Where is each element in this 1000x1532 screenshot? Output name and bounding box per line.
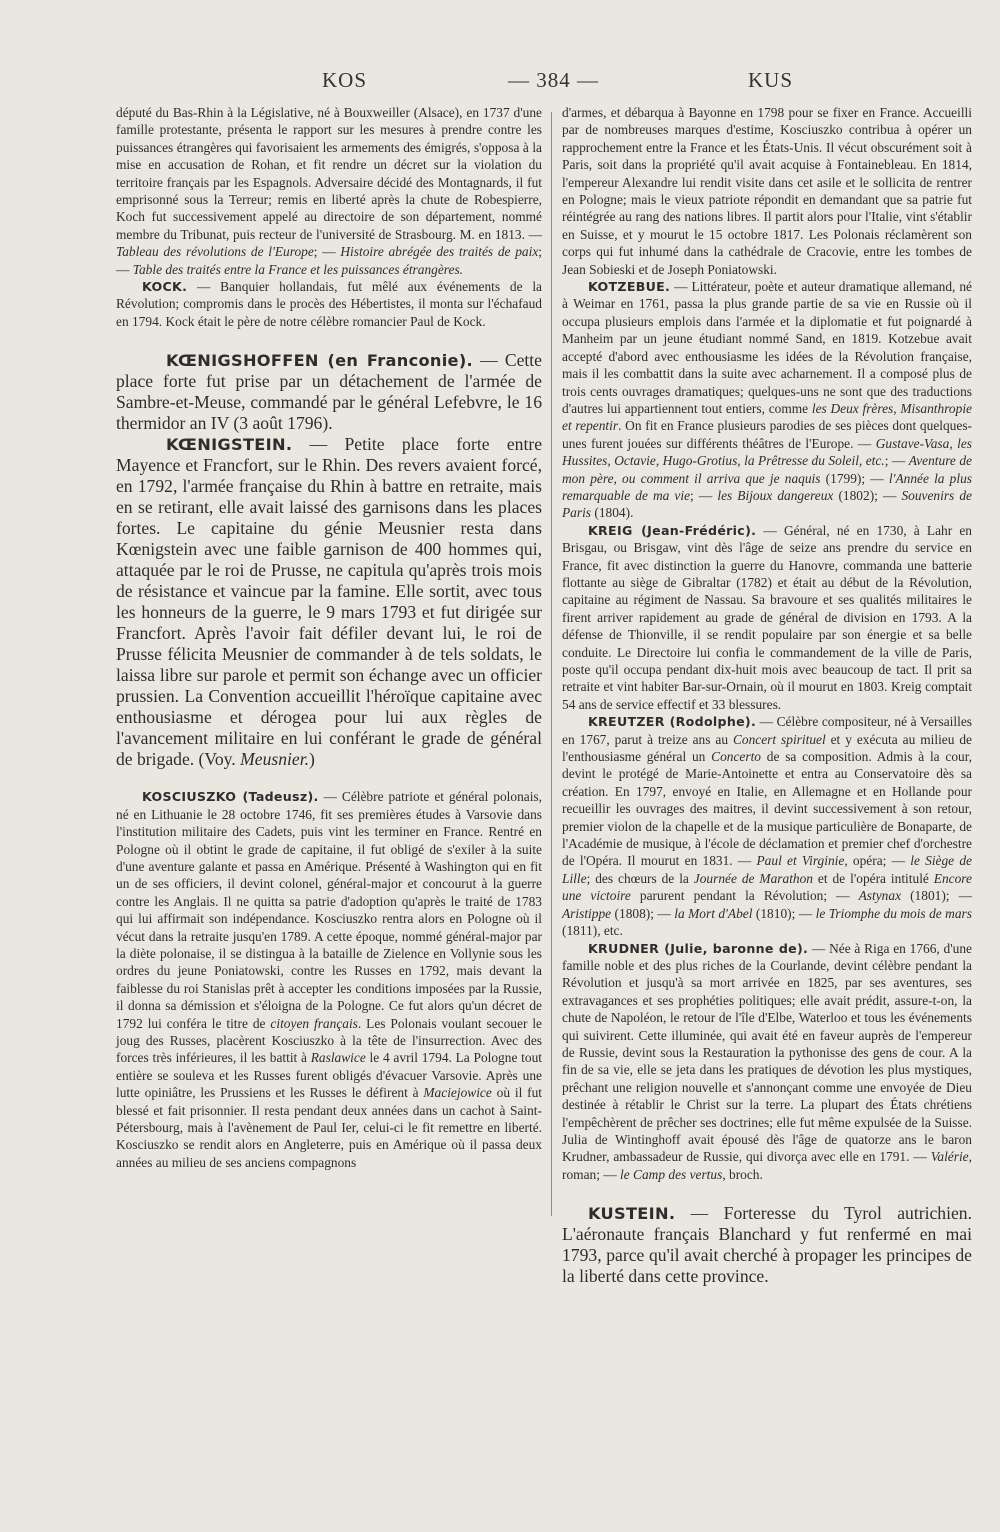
- left-column: [116, 104, 542, 1171]
- work-title: les Deux frères, Misanthropie et repentir: [562, 400, 972, 434]
- entry-text: . Les Polonais voulant secouer le joug des Russes, placèrent Kosciuszko à la tête de l'insurrection. Avec des forces très inférieures, il les battit à: [116, 1015, 542, 1066]
- entry-koenigshoffen: [116, 350, 542, 434]
- work-title: Tableau des révolutions de l'Europe: [116, 244, 314, 260]
- work-title: Paul et Virginie: [756, 853, 845, 869]
- entry-text: parurent pendant la Révolution; —: [630, 888, 850, 904]
- work-title: Encore une victoire: [562, 870, 972, 904]
- entry-text: , opéra; —: [844, 853, 905, 869]
- entry-text: — Littérateur, poète et auteur dramatique allemand, né à Weimar en 1761, passa la plus grande partie de sa vie en Russie où il occupa plusieurs emplois dans l'armée et la diplomatie et fut poignardé à Manheim par un jeune étudiant nommé Sand, en 1819. Kotzebue avait accepté d'abord avec enthousiasme les idées de la Révolution française, mais il les combattit dans la suite avec acharnement. Il a composé plus de trois cents ouvrages dramatiques; quelques-uns ne sont que des traductions d'autres lui appartiennent tout entiers, comme: [562, 279, 972, 416]
- entry-kosciuszko: [116, 788, 542, 1171]
- entry-koch-continued: [116, 104, 542, 278]
- entry-text: où il fut blessé et fait prisonnier. Il resta pendant deux années dans un cachot à Saint-Pétersbourg, mais à l'avènement de Paul Ier, celui-ci le fit remettre en liberté. Kosciuszko se rendit alors en Angleterre, puis en Amérique où il passa deux années au milieu de ses anciens compagnons: [116, 1085, 542, 1170]
- entry-text: — Petite place forte entre Mayence et Francfort, sur le Rhin. Des revers avaient forcé, en 1792, l'armée française du Rhin à battre en retraite, mais en se retirant, elle avait laissé des garnisons dans les places fortes. Le capitaine du génie Meusnier resta dans Kœnigstein avec une faible garnison de 400 hommes qui, attaquée par le roi de Prusse, ne capitula qu'après trois mois de résistance et vaincue par la famine. Elle sortit, avec tous les honneurs de la guerre, le 9 mars 1793 et fut dirigée sur Francfort. Après l'avoir fait défiler devant lui, le roi de Prusse félicita Meusnier de commander à de tels soldats, le laissa libre sur parole et permit son échange avec un officier prussien. La Convention accueillit l'héroïque capitaine avec enthousiasme et dérogea pour lui aux règles de l'avancement militaire en lui conférant le grade de général de brigade. (Voy.: [116, 434, 542, 770]
- entry-text: — Célèbre compositeur, né à Versailles en 1767, parut à treize ans au: [562, 714, 972, 747]
- entry-text: , broch.: [722, 1166, 763, 1182]
- entry-krudner: [562, 940, 972, 1184]
- emphasis: citoyen français: [270, 1015, 358, 1031]
- entry-text: (1799); —: [820, 470, 884, 486]
- entry-text: — Général, né en 1730, à Lahr en Brisgau, ou Brisgaw, vint dès l'âge de seize ans prendre du service en France, fit avec distinction la guerre du Hanovre, commanda une batterie flottante au siège de Gibraltar (1782) et était au début de la Révolution, capitaine au régiment de Nassau. Sa bravoure et ses qualités militaires le firent arriver rapidement au grade de général de division en 1793. A la défense de Thionville, il se rendit populaire par son énergie et sa belle conduite. Le Directoire lui confia le commandement de la ville de Paris, poste qu'il occupa pendant dix-huit mois avec beaucoup de tact. Il prit sa retraite et vint habiter Bar-sur-Ornain, où il mourut en 1803. Kreig comptait 54 ans de service effectif et 33 blessures.: [562, 522, 972, 712]
- entry-headword: KREIG (Jean-Frédéric).: [588, 522, 757, 538]
- spacer: [116, 330, 542, 350]
- page-header: [0, 68, 1000, 102]
- entry-text: — Née à Riga en 1766, d'une famille noble et des plus riches de la Courlande, devint célèbre pendant la Révolution et jusqu'à sa mort arrivée en 1825, par ses aventures, ses extravagances et ses prophéties politiques; elle avait prédit, assure-t-on, la chute de Napoléon, le retour de l'île d'Elbe, Waterloo et tous les événements qui suivirent. Cette illuminée, qui avait été en faveur auprès de l'empereur de Russie, devint sous la Restauration la pythonisse des gens de cour. A la fin de sa vie, elle se jeta dans les pratiques de dévotion les plus mystiques, prêchant une religion nouvelle et s'annonçant comme une envoyée de Dieu destinée à rétablir le Christ sur la terre. La plupart des États chrétiens l'empêchèrent de prêcher ses doctrines; elle fut même expulsée de la Suisse. Julia de Wintinghoff avait épousé dès l'âge de quatorze ans le baron Krudner, ambassadeur de Russie, qui divorça avec elle en 1791. —: [562, 940, 972, 1165]
- separator: ; —: [116, 244, 542, 277]
- entry-text: (1810); —: [752, 905, 813, 921]
- work-title: Aristippe: [562, 905, 612, 921]
- spacer: [562, 1183, 972, 1203]
- separator: ): [309, 749, 315, 770]
- entry-text: , roman; —: [562, 1149, 972, 1182]
- entry-text: député du Bas-Rhin à la Législative, né à Bouxweiller (Alsace), en 1737 d'une famille protestante, présenta le rapport sur les mesures à prendre contre les puissances étrangères qui favorisaient les armements des émigrés, s'opposa à la mise en accusation de Rohan, et fit rendre un décret sur la violation du territoire français par les Espagnols. Adversaire décidé des Montagnards, il fut emprisonné sous la Terreur; remis en liberté après la chute de Robespierre, Koch fut successivement appelé au directoire de son département, nommé membre du Tribunat, puis recteur de l'université de Strasbourg. M. en 1813. —: [116, 105, 542, 242]
- entry-text: — Cette place forte fut prise par un détachement de l'armée de Sambre-et-Meuse, commandé par le général Lefebvre, le 16 thermidor an IV (3 août 1796).: [116, 350, 542, 434]
- header-right-keyword: KUS: [748, 68, 794, 92]
- place-name: Maciejowice: [423, 1085, 492, 1101]
- work-title: l'Année la plus remarquable de ma vie: [562, 470, 972, 503]
- entry-headword: KUSTEIN.: [588, 1204, 676, 1224]
- entry-kustein: [562, 1203, 972, 1287]
- work-title: Concert spirituel: [732, 731, 826, 747]
- entry-kreutzer: [562, 713, 972, 939]
- work-title: Gustave-Vasa, les Hussites, Octavie, Hugo-Grotius, la Prêtresse du Soleil, etc.: [562, 435, 972, 469]
- work-title: le Siège de Lille: [562, 853, 973, 886]
- entry-headword: KOSCIUSZKO (Tadeusz).: [142, 789, 319, 805]
- entry-text: le 4 avril 1794. La Pologne tout entière se souleva et les Russes furent obligés d'évacuer Varsovie. Après une lutte opiniâtre, les Prussiens et les Russes le défirent à: [116, 1050, 542, 1101]
- entry-headword: KOCK.: [142, 279, 188, 295]
- work-title: Valérie: [930, 1149, 969, 1165]
- place-name: Raslawice: [310, 1050, 366, 1066]
- work-title: Astynax: [858, 888, 902, 904]
- entry-text: (1802); —: [833, 487, 897, 503]
- entry-text: (1804).: [591, 505, 634, 521]
- entry-text: (1811), etc.: [562, 923, 623, 939]
- entry-text: — Célèbre patriote et général polonais, né en Lithuanie le 28 octobre 1746, fit ses premières études à Varsovie dans l'institution militaire des Cadets, puis vint les terminer en France. Rentré en Pologne où il obtint le grade de capitaine, il fut obligé de s'exiler à la suite d'une aventure galante et passa en Amérique. Présenté à Washington qui en fit un de ses officiers, il devint colonel, général-major et concourut à la guerre contre les Anglais. Il ne quitta sa patrie d'adoption qu'après le traité de 1783 qui lui affirmait son indépendance. Kosciuszko rentra alors en Pologne où il vécut dans la retraite jusqu'en 1789. A cette époque, nommé général-major par la diète polonaise, il se distingua à la bataille de Zielence en Vollynie sous les ordres du jeune Poniatowski, contre les Russes en 1792, mais devant la faiblesse du roi Stanislas prêt à accepter les conditions imposées par la Russie, il donna sa démission et s'éloigna de la Pologne. Ce fut alors qu'un décret de 1792 lui conféra le titre de: [116, 789, 542, 1031]
- entry-kock: [116, 278, 542, 330]
- work-title: le Camp des vertus: [620, 1166, 723, 1182]
- separator: ; —: [884, 453, 906, 469]
- entry-headword: KOTZEBUE.: [588, 279, 671, 295]
- column-divider: [551, 112, 552, 1216]
- entry-text: et de l'opéra intitulé: [813, 870, 929, 886]
- entry-kosciuszko-continued: [562, 104, 972, 278]
- entry-headword: KŒNIGSHOFFEN (en Franconie).: [166, 351, 473, 371]
- entry-koenigstein: [116, 434, 542, 770]
- work-title: Histoire abrégée des traités de paix: [340, 244, 539, 260]
- entry-text: . On fit en France plusieurs parodies de ses pièces dont quelques-unes furent jouées sur différents théâtres de l'Europe. —: [562, 418, 972, 451]
- cross-reference: Meusnier.: [240, 749, 310, 770]
- separator: ; —: [313, 244, 336, 260]
- entry-kreig: [562, 522, 972, 713]
- entry-headword: KŒNIGSTEIN.: [166, 435, 293, 455]
- header-left-keyword: KOS: [322, 68, 368, 92]
- work-title: Aventure de mon père, ou comment il arriva que je naquis: [562, 453, 972, 486]
- work-title: les Bijoux dangereux: [717, 487, 834, 503]
- spacer: [116, 770, 542, 788]
- entry-text: (1808); —: [611, 905, 671, 921]
- separator: ; —: [690, 487, 713, 503]
- work-title: Concerto: [711, 749, 761, 765]
- entry-text: ; des chœurs de la: [586, 870, 689, 886]
- entry-text: et y exécuta au milieu de l'enthousiasme général un: [562, 731, 972, 765]
- entry-text: — Banquier hollandais, fut mêlé aux événements de la Révolution; compromis dans le procès des Hébertistes, il monta sur l'échafaud en 1794. Kock était le père de notre célèbre romancier Paul de Kock.: [116, 279, 542, 329]
- entry-text: d'armes, et débarqua à Bayonne en 1798 pour se fixer en France. Accueilli par de nombreuses marques d'estime, Kosciuszko contribua à opérer un rapprochement entre la France et les États-Unis. Il vécut obscurément soit à Paris, soit dans la propriété qu'il avait acquise à Fontainebleau. En 1814, l'empereur Alexandre lui rendit visite dans cet asile et le sollicita de rentrer en Pologne; mais le vieux patriote répondit en demandant que sa patrie fut réintégrée au rang des nations libres. Il partit alors pour l'Italie, vint s'établir en Suisse, et y mourut le 15 octobre 1817. Les Polonais réclamèrent son corps qui fut inhumé dans la cathédrale de Cracovie, entre les tombes de Jean Sobieski et de Joseph Poniatowski.: [562, 105, 972, 277]
- work-title: Table des traités entre la France et les puissances étrangères.: [132, 261, 464, 277]
- work-title: Journée de Marathon: [693, 870, 813, 886]
- work-title: le Triomphe du mois de mars: [815, 905, 972, 921]
- entry-headword: KREUTZER (Rodolphe).: [588, 714, 757, 730]
- work-title: Souvenirs de Paris: [562, 487, 972, 521]
- entry-text: — Forteresse du Tyrol autrichien. L'aéronaute français Blanchard y fut renfermé en mai 1793, parce qu'il avait cherché à propager les principes de la liberté dans cette province.: [562, 1203, 972, 1287]
- page-number: — 384 —: [508, 68, 599, 92]
- entry-text: de sa composition. Admis à la cour, devint le protégé de Marie-Antoinette et entra au Conservatoire dès sa création. En 1797, envoyé en Italie, en Allemagne et en Hollande pour recueillir les ouvrages des maitres, il devint successivement à son retour, premier violon de la chapelle et de la musique particulière de Bonaparte, de l'Académie de musique, à l'école de déclamation et premier chef d'orchestre de l'Opéra. Il mourut en 1831. —: [562, 749, 972, 869]
- right-column: [562, 104, 972, 1287]
- entry-text: (1801); —: [901, 888, 972, 904]
- work-title: la Mort d'Abel: [674, 905, 753, 921]
- entry-headword: KRUDNER (Julie, baronne de).: [588, 940, 809, 956]
- entry-kotzebue: [562, 278, 972, 522]
